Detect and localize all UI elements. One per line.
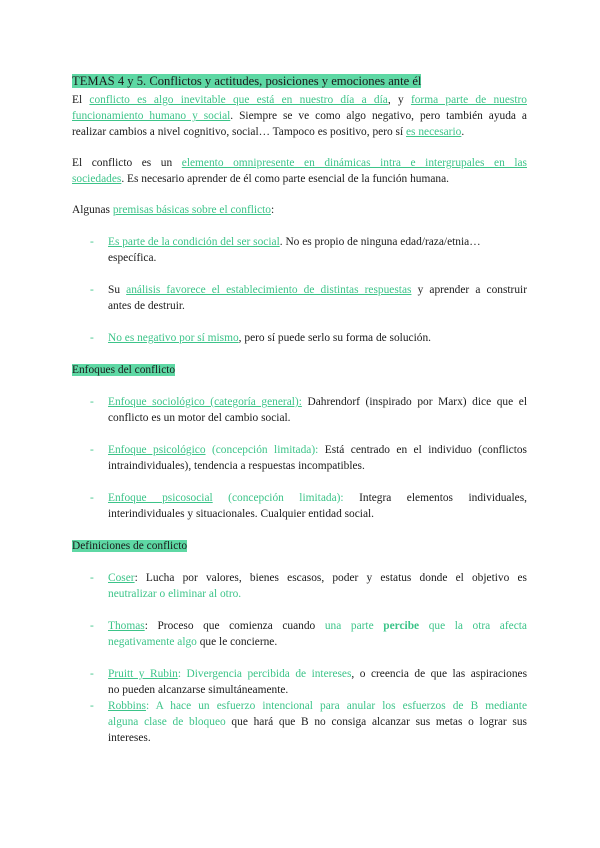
intro-line-1: El conflicto es algo inevitable que está en nuestro día a día, y forma parte de nuestro <box>72 94 527 106</box>
def-robbins-line-2: alguna clase de bloqueo que hará que B no consiga alcanzar sus metas o lograr sus <box>108 716 527 728</box>
def-robbins-line-3: intereses. <box>108 732 151 744</box>
def-pruitt-line-2: no pueden alcanzarse simultáneamente. <box>108 684 289 696</box>
premisa-1-line-2: específica. <box>108 252 157 264</box>
bullet-dash: - <box>90 236 94 248</box>
def-coser-line-2: neutralizar o eliminar al otro. <box>108 588 242 600</box>
def-thomas-line-2: negativamente algo que le concierne. <box>108 636 278 648</box>
enfoque-2-line-2: intraindividuales), tendencia a respuestas incompatibles. <box>108 460 365 472</box>
bullet-dash: - <box>90 572 94 584</box>
premisa-3-line-1: No es negativo por sí mismo, pero sí puede serlo su forma de solución. <box>108 332 432 344</box>
def-pruitt-line-1: Pruitt y Rubin: Divergencia percibida de intereses, o creencia de que las aspiraciones <box>108 668 527 680</box>
para2-line-1: El conflicto es un elemento omnipresente en dinámicas intra e intergrupales en las <box>72 157 527 169</box>
page-title <box>72 74 421 88</box>
bullet-dash: - <box>90 620 94 632</box>
bullet-dash: - <box>90 396 94 408</box>
intro-line-2: funcionamiento humano y social. Siempre se ve como algo negativo, pero también ayuda a <box>72 110 527 122</box>
bullet-dash: - <box>90 284 94 296</box>
enfoque-2-line-1: Enfoque psicológico (concepción limitada): Está centrado en el individuo (conflictos <box>108 444 527 456</box>
bullet-dash: - <box>90 492 94 504</box>
title-highlight: TEMAS 4 y 5. Conflictos y actitudes, posiciones y emociones ante él <box>72 74 422 88</box>
premisa-2-line-1: Su análisis favorece el establecimiento de distintas respuestas y aprender a construir <box>108 284 527 296</box>
para2-line-2: sociedades. Es necesario aprender de él como parte esencial de la función humana. <box>72 173 449 185</box>
bullet-dash: - <box>90 332 94 344</box>
def-robbins-line-1: Robbins: A hace un esfuerzo intencional para anular los esfuerzos de B mediante <box>108 700 527 712</box>
bullet-dash: - <box>90 668 94 680</box>
enfoque-1-line-2: conflicto es un motor del cambio social. <box>108 412 291 424</box>
premisa-1-line-1: Es parte de la condición del ser social. No es propio de ninguna edad/raza/etnia… <box>108 236 481 248</box>
bullet-dash: - <box>90 444 94 456</box>
definiciones-heading: Definiciones de conflicto <box>72 540 188 552</box>
bullet-dash: - <box>90 700 94 712</box>
def-coser-line-1: Coser: Lucha por valores, bienes escasos, poder y estatus donde el objetivo es <box>108 572 527 584</box>
premisa-2-line-2: antes de destruir. <box>108 300 185 312</box>
enfoque-1-line-1: Enfoque sociológico (categoría general): Dahrendorf (inspirado por Marx) dice que el <box>108 396 527 408</box>
enfoque-3-line-2: interindividuales y situacionales. Cualquier entidad social. <box>108 508 375 520</box>
intro-line-3: realizar cambios a nivel cognitivo, social… Tampoco es positivo, pero sí es necesario. <box>72 126 465 138</box>
def-thomas-line-1: Thomas: Proceso que comienza cuando una parte percibe que la otra afecta <box>108 620 527 632</box>
enfoques-heading: Enfoques del conflicto <box>72 364 176 376</box>
enfoque-3-line-1: Enfoque psicosocial (concepción limitada): Integra elementos individuales, <box>108 492 527 504</box>
premisas-lead: Algunas premisas básicas sobre el conflicto: <box>72 204 275 216</box>
